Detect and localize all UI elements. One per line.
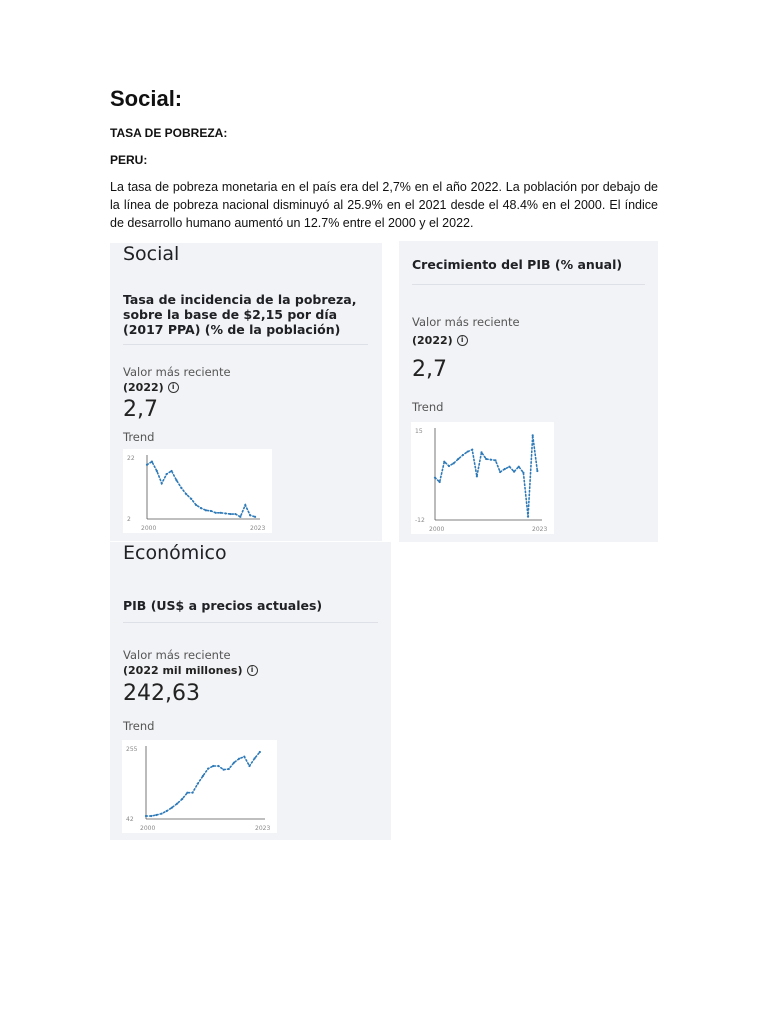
data-point [181,798,183,800]
data-point [490,459,492,461]
y-tick-label-max: 22 [127,455,135,462]
data-point [166,810,168,812]
x-tick-label-end: 2023 [250,525,266,532]
data-point [457,458,459,460]
data-point [462,454,464,456]
y-tick-label-min: -12 [415,517,425,524]
info-icon[interactable]: i [168,382,179,393]
data-point [151,461,153,463]
data-point [200,507,202,509]
data-point [439,481,441,483]
recent-year-text: (2022 mil millones) [123,664,243,677]
data-point [254,516,256,518]
data-point [494,459,496,461]
data-point [161,482,163,484]
card-heading: Social [123,243,180,265]
trend-label: Trend [412,400,444,414]
y-tick-label-min: 2 [127,516,131,523]
trend-chart-gdp [122,740,277,833]
data-point [225,512,227,514]
data-point [448,465,450,467]
indicator-title: Tasa de incidencia de la pobreza, sobre la base de $2,15 por día (2017 PPA) (% de la población) [123,292,357,337]
x-tick-label-end: 2023 [532,526,548,533]
x-tick-label-start: 2000 [141,525,157,532]
data-point [217,765,219,767]
series-line [146,752,260,816]
data-point [233,762,235,764]
data-point [518,466,520,468]
data-point [191,792,193,794]
trend-label: Trend [123,430,155,444]
data-point [156,470,158,472]
data-point [259,751,261,753]
data-point [476,475,478,477]
data-point [508,466,510,468]
recent-year [123,664,258,677]
data-point [243,756,245,758]
data-point [197,783,199,785]
x-tick-label-start: 2000 [140,825,156,832]
trend-chart-svg [122,740,277,833]
data-point [190,498,192,500]
data-point [220,512,222,514]
recent-year [412,334,468,347]
data-point [248,765,250,767]
data-point [155,814,157,816]
trend-chart-poverty [123,449,272,533]
recent-value: 2,7 [123,397,158,422]
data-point [223,769,225,771]
section-label-poverty-rate: TASA DE POBREZA: [110,126,228,140]
recent-value: 242,63 [123,681,200,706]
data-point [229,513,231,515]
y-tick-label-max: 255 [126,746,138,753]
divider [123,622,378,623]
trend-label: Trend [123,719,155,733]
indicator-title: PIB (US$ a precios actuales) [123,598,323,613]
data-point [434,477,436,479]
data-point [480,451,482,453]
data-point [485,458,487,460]
y-tick-label-max: 15 [415,428,423,435]
data-point [249,514,251,516]
data-point [176,803,178,805]
gdp-card [110,542,391,840]
x-tick-label-start: 2000 [429,526,445,533]
data-point [471,449,473,451]
data-point [195,504,197,506]
divider [412,284,645,285]
data-point [150,815,152,817]
recent-value-label: Valor más reciente [123,648,231,662]
data-point [145,815,147,817]
data-point [160,813,162,815]
recent-value-label: Valor más reciente [123,365,231,379]
page-title: Social: [110,86,183,111]
trend-chart-gdp-growth [411,422,554,534]
data-point [175,479,177,481]
data-point [453,462,455,464]
data-point [513,471,515,473]
data-point [527,516,529,518]
info-icon[interactable]: i [247,665,258,676]
info-icon[interactable]: i [457,335,468,346]
data-point [234,513,236,515]
data-point [210,510,212,512]
data-point [180,487,182,489]
data-point [499,471,501,473]
recent-year-text: (2022) [412,334,453,347]
poverty-card [110,243,382,541]
recent-year [123,381,179,394]
data-point [244,504,246,506]
data-point [239,516,241,518]
data-point [146,464,148,466]
data-point [466,451,468,453]
data-point [522,472,524,474]
data-point [185,493,187,495]
recent-year-text: (2022) [123,381,164,394]
x-tick-label-end: 2023 [255,825,271,832]
recent-value-label: Valor más reciente [412,315,520,329]
data-point [212,765,214,767]
data-point [171,807,173,809]
data-point [443,461,445,463]
data-point [202,775,204,777]
card-heading: Económico [123,542,227,564]
data-point [504,468,506,470]
section-label-country: PERU: [110,153,148,167]
trend-chart-svg [123,449,272,533]
data-point [205,509,207,511]
y-tick-label-min: 42 [126,816,134,823]
data-point [254,757,256,759]
data-point [215,512,217,514]
data-point [170,470,172,472]
recent-value: 2,7 [412,357,447,382]
gdp-growth-card [399,241,658,542]
indicator-title: Crecimiento del PIB (% anual) [412,257,623,272]
data-point [207,768,209,770]
data-point [532,434,534,436]
body-paragraph: La tasa de pobreza monetaria en el país era del 2,7% en el año 2022. La población por debajo de la línea de pobreza nacional disminuyó al 25.9% en el 2021 desde el 48.4% en el 2000. El índice de desarrollo humano aumentó un 12.7% entre el 2000 y el 2022. [110,180,658,230]
data-point [166,473,168,475]
data-point [536,470,538,472]
data-point [186,792,188,794]
divider [123,344,368,345]
trend-chart-svg [411,422,554,534]
series-line [435,435,537,516]
data-point [228,768,230,770]
data-point [238,758,240,760]
